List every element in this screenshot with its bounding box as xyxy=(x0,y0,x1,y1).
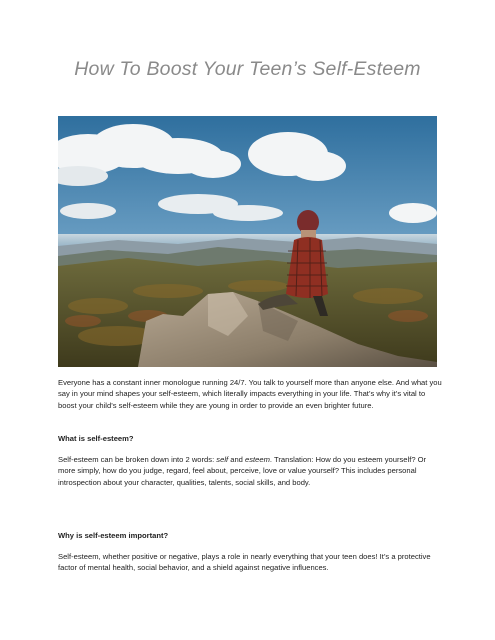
section-body-text: and xyxy=(228,455,246,464)
intro-paragraph: Everyone has a constant inner monologue running 24/7. You talk to yourself more than anyone else. And what you say in your mind shapes your self-esteem, which literally impacts everything in your life. That’s why it’s vital to boost your child’s self-esteem while they are young in order to provide an even brighter future. xyxy=(58,378,442,410)
section-body-text: Self-esteem can be broken down into 2 words: xyxy=(58,455,217,464)
emphasis-esteem: esteem xyxy=(245,455,270,464)
section-body-what xyxy=(58,454,443,488)
mountain-photo-icon xyxy=(58,116,437,367)
emphasis-self: self xyxy=(216,455,229,464)
hero-image xyxy=(58,116,437,367)
page-title: How To Boost Your Teen’s Self-Esteem xyxy=(74,58,421,80)
section-heading-what: What is self-esteem? xyxy=(58,434,134,443)
section-body-why: Self-esteem, whether positive or negative, plays a role in nearly everything that your teen does! It’s a protective factor of mental health, social behavior, and a shield against negative influences. xyxy=(58,552,431,573)
section-body-text: . Translation: How do you esteem yourself? Or more simply, how do you judge, regard, feel about, perceive, love or value yourself? This includes personal introspection about your character, qualities, talents, social skills, and body. xyxy=(58,455,427,487)
section-heading-why: Why is self-esteem important? xyxy=(58,531,169,540)
